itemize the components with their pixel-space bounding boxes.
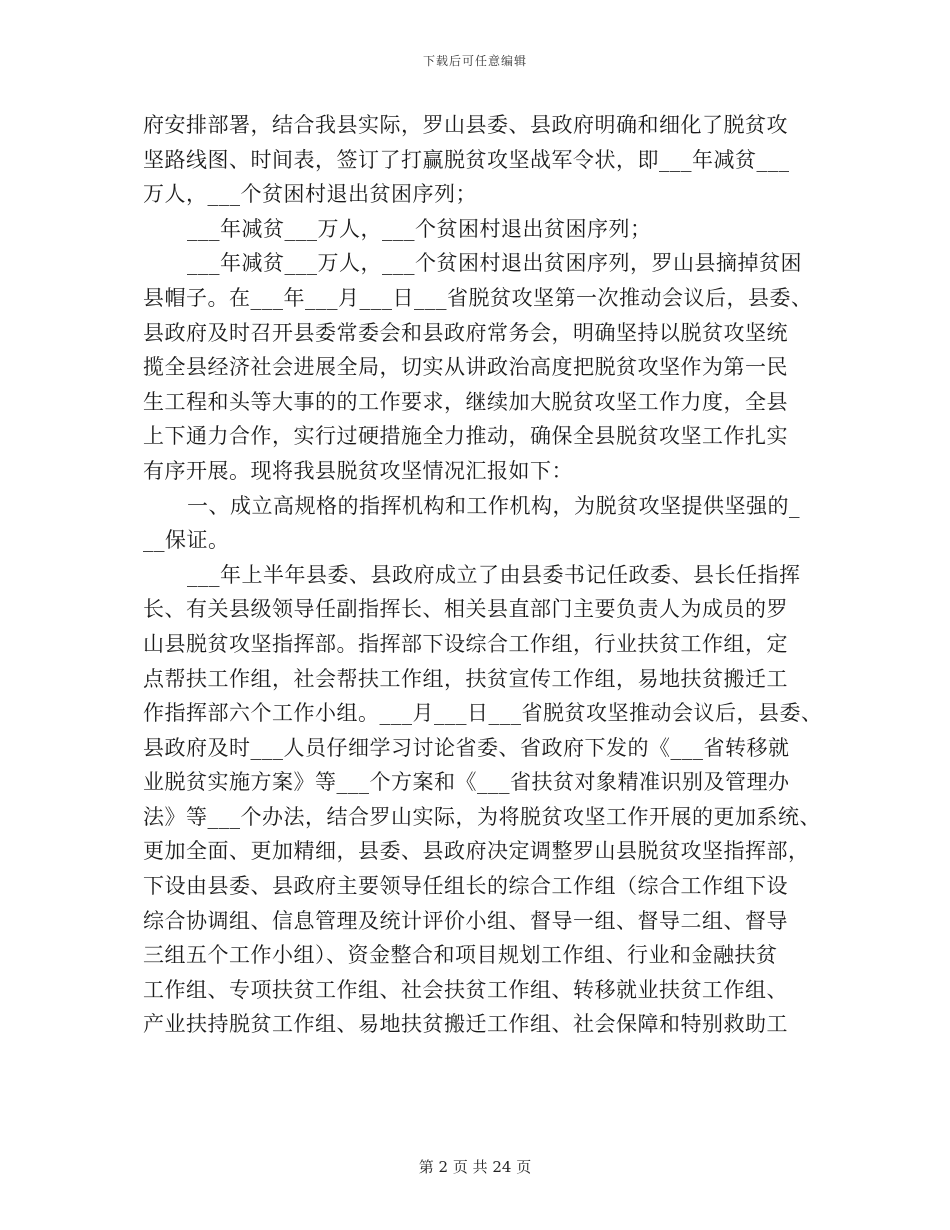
text-line: ___年减贫___万人，___个贫困村退出贫困序列； xyxy=(187,216,652,241)
text-line: 一、成立高规格的指挥机构和工作机构，为脱贫攻坚提供坚强的_ xyxy=(187,493,800,518)
text-line: 更加全面、更加精细，县委、县政府决定调整罗山县脱贫攻坚指挥部， xyxy=(143,839,810,864)
text-line: 法》等___个办法，结合罗山实际，为将脱贫攻坚工作开展的更加系统、 xyxy=(143,804,821,829)
text-line: 县政府及时___人员仔细学习讨论省委、省政府下发的《___省转移就 xyxy=(143,735,790,760)
text-line: 三组五个工作小组）、资金整合和项目规划工作组、行业和金融扶贫 xyxy=(143,943,778,968)
text-line: 有序开展。现将我县脱贫攻坚情况汇报如下： xyxy=(143,458,573,483)
text-line: 府安排部署，结合我县实际，罗山县委、县政府明确和细化了脱贫攻 xyxy=(143,113,788,137)
text-line: 工作组、专项扶贫工作组、社会扶贫工作组、转移就业扶贫工作组、 xyxy=(143,977,788,1002)
text-line: 山县脱贫攻坚指挥部。指挥部下设综合工作组，行业扶贫工作组，定 xyxy=(143,631,788,656)
text-line: __保证。 xyxy=(143,528,230,553)
text-line: 点帮扶工作组，社会帮扶工作组，扶贫宣传工作组，易地扶贫搬迁工 xyxy=(143,666,788,691)
page-number-footer: 第 2 页 共 24 页 xyxy=(418,1158,532,1176)
text-line: 县政府及时召开县委常委会和县政府常务会，明确坚持以脱贫攻坚统 xyxy=(143,320,788,345)
document-body xyxy=(143,108,823,1042)
text-line: 业脱贫实施方案》等___个方案和《___省扶贫对象精准识别及管理办 xyxy=(143,770,790,795)
text-line: 下设由县委、县政府主要领导任组长的综合工作组（综合工作组下设 xyxy=(143,874,788,899)
page-header: 下载后可任意编辑 xyxy=(422,54,527,68)
text-line: 上下通力合作，实行过硬措施全力推动，确保全县脱贫攻坚工作扎实 xyxy=(143,424,788,449)
text-line: ___年上半年县委、县政府成立了由县委书记任政委、县长任指挥 xyxy=(187,562,801,587)
text-line: 坚路线图、时间表，签订了打赢脱贫攻坚战军令状，即___年减贫___ xyxy=(143,147,790,172)
text-line: 综合协调组、信息管理及统计评价小组、督导一组、督导二组、督导 xyxy=(143,908,788,933)
text-line: ___年减贫___万人，___个贫困村退出贫困序列，罗山县摘掉贫困 xyxy=(187,251,802,276)
text-line: 产业扶持脱贫工作组、易地扶贫搬迁工作组、社会保障和特别救助工 xyxy=(143,1012,788,1037)
text-line: 作指挥部六个工作小组。___月___日___省脱贫攻坚推动会议后，县委、 xyxy=(143,701,823,726)
text-line: 万人，___个贫困村退出贫困序列； xyxy=(143,182,477,207)
text-line: 生工程和头等大事的的工作要求，继续加大脱贫攻坚工作力度，全县 xyxy=(143,389,788,414)
text-line: 长、有关县级领导任副指挥长、相关县直部门主要负责人为成员的罗 xyxy=(143,597,788,622)
text-line: 县帽子。在___年___月___日___省脱贫攻坚第一次推动会议后，县委、 xyxy=(143,285,813,310)
text-line: 揽全县经济社会进展全局，切实从讲政治高度把脱贫攻坚作为第一民 xyxy=(143,355,788,380)
